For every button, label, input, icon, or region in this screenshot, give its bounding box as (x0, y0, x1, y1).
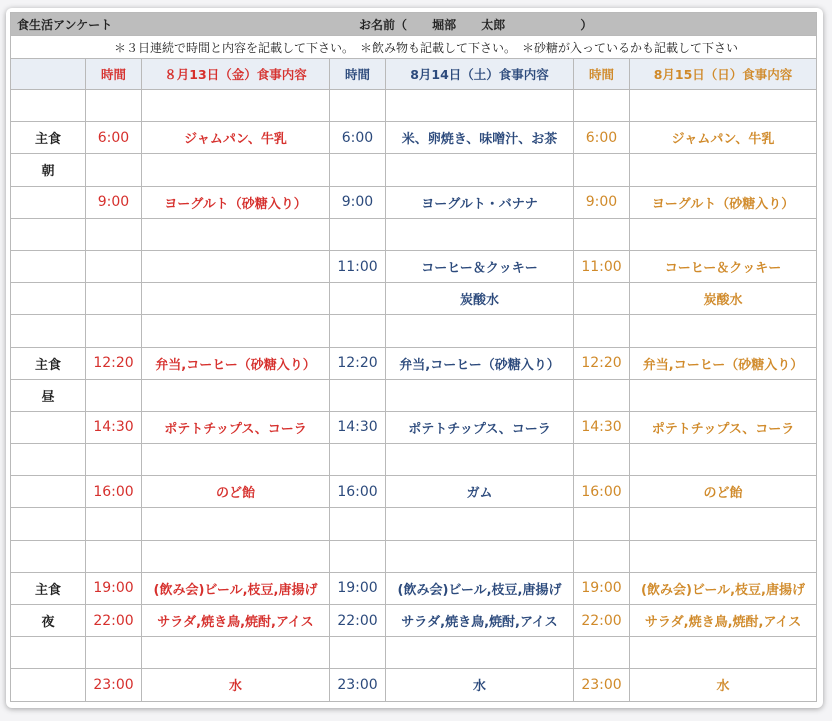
meal-cell-day2[interactable]: コーヒー＆クッキー (386, 250, 574, 282)
meal-cell-day2[interactable]: 米、卵焼き、味噌汁、お茶 (386, 122, 574, 154)
table-row (11, 444, 817, 476)
table-row (11, 315, 817, 347)
meal-cell-day1[interactable] (142, 379, 330, 411)
header-meal-day2: 8月14日（土）食事内容 (386, 59, 574, 90)
instruction-note: ＊３日連続で時間と内容を記載して下さい。 ＊飲み物も記載して下さい。 ＊砂糖が入っているかも記載して下さい (11, 36, 817, 59)
category-cell[interactable] (11, 90, 86, 122)
time-cell-day3[interactable] (574, 218, 630, 250)
time-cell-day1[interactable]: 14:30 (86, 411, 142, 443)
title-cell (11, 13, 817, 36)
time-cell-day2[interactable]: 11:00 (330, 250, 386, 282)
meal-cell-day1[interactable]: のど飴 (142, 476, 330, 508)
table-row (11, 122, 817, 154)
meal-cell-day3[interactable] (630, 540, 817, 572)
category-cell[interactable] (11, 186, 86, 218)
meal-cell-day3[interactable] (630, 701, 817, 702)
meal-cell-day3[interactable] (630, 508, 817, 540)
category-cell[interactable] (11, 508, 86, 540)
table-row (11, 283, 817, 315)
time-cell-day3[interactable]: 23:00 (574, 669, 630, 701)
time-cell-day3[interactable]: 22:00 (574, 605, 630, 637)
meal-cell-day2[interactable]: サラダ,焼き鳥,焼酎,アイス (386, 605, 574, 637)
table-row (11, 508, 817, 540)
meal-cell-day1[interactable] (142, 315, 330, 347)
time-cell-day2[interactable] (330, 283, 386, 315)
time-cell-day1[interactable]: 22:00 (86, 605, 142, 637)
meal-cell-day1[interactable] (142, 508, 330, 540)
meal-cell-day1[interactable] (142, 283, 330, 315)
time-cell-day1[interactable]: 12:20 (86, 347, 142, 379)
meal-cell-day2[interactable] (386, 444, 574, 476)
meal-cell-day1[interactable] (142, 701, 330, 702)
meal-cell-day3[interactable] (630, 637, 817, 669)
table-row (11, 637, 817, 669)
time-cell-day3[interactable]: 12:20 (574, 347, 630, 379)
surname: 堀部 (432, 18, 457, 32)
meal-cell-day3[interactable]: 水 (630, 669, 817, 701)
time-cell-day3[interactable] (574, 90, 630, 122)
table-row (11, 572, 817, 604)
table-row (11, 379, 817, 411)
meal-cell-day2[interactable]: ヨーグルト・バナナ (386, 186, 574, 218)
meal-cell-day1[interactable] (142, 154, 330, 186)
time-cell-day3[interactable] (574, 637, 630, 669)
time-cell-day1[interactable]: 6:00 (86, 122, 142, 154)
time-cell-day2[interactable]: 19:00 (330, 572, 386, 604)
meal-cell-day2[interactable] (386, 315, 574, 347)
time-cell-day1[interactable] (86, 250, 142, 282)
time-cell-day1[interactable] (86, 540, 142, 572)
meal-cell-day2[interactable] (386, 379, 574, 411)
table-row (11, 347, 817, 379)
table-row (11, 186, 817, 218)
meal-cell-day2[interactable] (386, 154, 574, 186)
table-row (11, 540, 817, 572)
meal-cell-day3[interactable] (630, 90, 817, 122)
time-cell-day2[interactable]: 9:00 (330, 186, 386, 218)
category-cell[interactable] (11, 444, 86, 476)
meal-cell-day2[interactable]: 水 (386, 669, 574, 701)
table-row (11, 250, 817, 282)
meal-cell-day3[interactable]: のど飴 (630, 476, 817, 508)
header-row (11, 59, 817, 90)
time-cell-day2[interactable] (330, 701, 386, 702)
time-cell-day2[interactable]: 23:00 (330, 669, 386, 701)
time-cell-day1[interactable]: 19:00 (86, 572, 142, 604)
header-meal-day1: ８月13日（金）食事内容 (142, 59, 330, 90)
time-cell-day1[interactable] (86, 637, 142, 669)
category-cell[interactable] (11, 669, 86, 701)
meal-cell-day3[interactable] (630, 379, 817, 411)
meal-cell-day3[interactable]: ヨーグルト（砂糖入り） (630, 186, 817, 218)
category-cell[interactable] (11, 701, 86, 702)
meal-cell-day2[interactable] (386, 540, 574, 572)
category-cell[interactable] (11, 637, 86, 669)
table-row (11, 218, 817, 250)
meal-cell-day2[interactable] (386, 508, 574, 540)
meal-cell-day2[interactable]: ポテトチップス、コーラ (386, 411, 574, 443)
title-row (11, 13, 817, 36)
time-cell-day3[interactable] (574, 444, 630, 476)
time-cell-day3[interactable]: 11:00 (574, 250, 630, 282)
meal-cell-day3[interactable]: ポテトチップス、コーラ (630, 411, 817, 443)
name-field (359, 16, 592, 33)
category-cell[interactable]: 夜 (11, 605, 86, 637)
table-row (11, 605, 817, 637)
meal-cell-day1[interactable] (142, 444, 330, 476)
meal-cell-day3[interactable]: 炭酸水 (630, 283, 817, 315)
time-cell-day3[interactable]: 14:30 (574, 411, 630, 443)
meal-cell-day1[interactable]: サラダ,焼き鳥,焼酎,アイス (142, 605, 330, 637)
header-category-cell (11, 59, 86, 90)
meal-cell-day1[interactable] (142, 218, 330, 250)
time-cell-day3[interactable] (574, 701, 630, 702)
time-cell-day2[interactable] (330, 379, 386, 411)
category-cell[interactable]: 朝 (11, 154, 86, 186)
category-cell[interactable] (11, 315, 86, 347)
category-cell[interactable] (11, 283, 86, 315)
time-cell-day3[interactable] (574, 540, 630, 572)
time-cell-day1[interactable] (86, 90, 142, 122)
category-cell[interactable]: 昼 (11, 379, 86, 411)
meal-cell-day3[interactable] (630, 154, 817, 186)
time-cell-day2[interactable]: 22:00 (330, 605, 386, 637)
meal-cell-day3[interactable] (630, 218, 817, 250)
time-cell-day2[interactable] (330, 444, 386, 476)
time-cell-day3[interactable] (574, 508, 630, 540)
time-cell-day2[interactable] (330, 154, 386, 186)
name-label: お名前（ (359, 18, 408, 32)
name-close: ） (580, 18, 593, 32)
time-cell-day3[interactable]: 6:00 (574, 122, 630, 154)
table-row (11, 701, 817, 702)
time-cell-day2[interactable] (330, 315, 386, 347)
category-cell[interactable]: 主食 (11, 122, 86, 154)
meal-cell-day1[interactable]: ポテトチップス、コーラ (142, 411, 330, 443)
table-row (11, 669, 817, 701)
time-cell-day1[interactable]: 9:00 (86, 186, 142, 218)
meal-cell-day3[interactable]: 弁当,コーヒー（砂糖入り） (630, 347, 817, 379)
time-cell-day2[interactable]: 6:00 (330, 122, 386, 154)
time-cell-day1[interactable] (86, 701, 142, 702)
meal-cell-day1[interactable]: 弁当,コーヒー（砂糖入り） (142, 347, 330, 379)
time-cell-day1[interactable]: 23:00 (86, 669, 142, 701)
meal-cell-day3[interactable] (630, 315, 817, 347)
meal-cell-day1[interactable]: ヨーグルト（砂糖入り） (142, 186, 330, 218)
time-cell-day2[interactable] (330, 540, 386, 572)
meal-cell-day1[interactable]: ジャムパン、牛乳 (142, 122, 330, 154)
meal-cell-day3[interactable]: コーヒー＆クッキー (630, 250, 817, 282)
time-cell-day2[interactable] (330, 637, 386, 669)
time-cell-day3[interactable] (574, 315, 630, 347)
category-cell[interactable] (11, 476, 86, 508)
given-name: 太郎 (481, 18, 506, 32)
time-cell-day2[interactable] (330, 508, 386, 540)
meal-cell-day3[interactable]: ジャムパン、牛乳 (630, 122, 817, 154)
header-time-day1: 時間 (86, 59, 142, 90)
time-cell-day1[interactable] (86, 315, 142, 347)
meal-cell-day1[interactable]: 水 (142, 669, 330, 701)
time-cell-day1[interactable] (86, 218, 142, 250)
time-cell-day1[interactable] (86, 508, 142, 540)
meal-cell-day2[interactable] (386, 218, 574, 250)
time-cell-day2[interactable]: 14:30 (330, 411, 386, 443)
category-cell[interactable] (11, 218, 86, 250)
meal-cell-day1[interactable] (142, 540, 330, 572)
instruction-row (11, 36, 817, 59)
meal-cell-day2[interactable]: 炭酸水 (386, 283, 574, 315)
time-cell-day2[interactable]: 12:20 (330, 347, 386, 379)
meal-cell-day1[interactable] (142, 637, 330, 669)
header-meal-day3: 8月15日（日）食事内容 (630, 59, 817, 90)
meal-cell-day3[interactable]: サラダ,焼き鳥,焼酎,アイス (630, 605, 817, 637)
category-cell[interactable]: 主食 (11, 572, 86, 604)
meal-cell-day2[interactable]: (飲み会)ビール,枝豆,唐揚げ (386, 572, 574, 604)
time-cell-day3[interactable]: 16:00 (574, 476, 630, 508)
table-row (11, 90, 817, 122)
meal-cell-day3[interactable]: (飲み会)ビール,枝豆,唐揚げ (630, 572, 817, 604)
meal-cell-day1[interactable] (142, 250, 330, 282)
time-cell-day1[interactable] (86, 379, 142, 411)
header-time-day3: 時間 (574, 59, 630, 90)
time-cell-day3[interactable]: 9:00 (574, 186, 630, 218)
category-cell[interactable] (11, 411, 86, 443)
meal-cell-day2[interactable] (386, 637, 574, 669)
meal-cell-day3[interactable] (630, 444, 817, 476)
header-time-day2: 時間 (330, 59, 386, 90)
time-cell-day3[interactable]: 19:00 (574, 572, 630, 604)
time-cell-day2[interactable] (330, 90, 386, 122)
time-cell-day3[interactable] (574, 283, 630, 315)
meal-cell-day2[interactable]: ガム (386, 476, 574, 508)
meal-cell-day2[interactable]: 弁当,コーヒー（砂糖入り） (386, 347, 574, 379)
spreadsheet-card (6, 8, 823, 708)
table-row (11, 411, 817, 443)
meal-cell-day2[interactable] (386, 701, 574, 702)
diet-survey-table (10, 12, 817, 702)
category-cell[interactable]: 主食 (11, 347, 86, 379)
time-cell-day3[interactable] (574, 379, 630, 411)
meal-cell-day1[interactable] (142, 90, 330, 122)
category-cell[interactable] (11, 250, 86, 282)
category-cell[interactable] (11, 540, 86, 572)
time-cell-day3[interactable] (574, 154, 630, 186)
meal-cell-day1[interactable]: (飲み会)ビール,枝豆,唐揚げ (142, 572, 330, 604)
table-row (11, 154, 817, 186)
survey-title: 食生活アンケート (17, 17, 113, 32)
survey-sheet (10, 12, 822, 702)
time-cell-day2[interactable] (330, 218, 386, 250)
table-row (11, 476, 817, 508)
time-cell-day1[interactable] (86, 154, 142, 186)
meal-cell-day2[interactable] (386, 90, 574, 122)
time-cell-day1[interactable] (86, 283, 142, 315)
time-cell-day1[interactable]: 16:00 (86, 476, 142, 508)
time-cell-day2[interactable]: 16:00 (330, 476, 386, 508)
time-cell-day1[interactable] (86, 444, 142, 476)
